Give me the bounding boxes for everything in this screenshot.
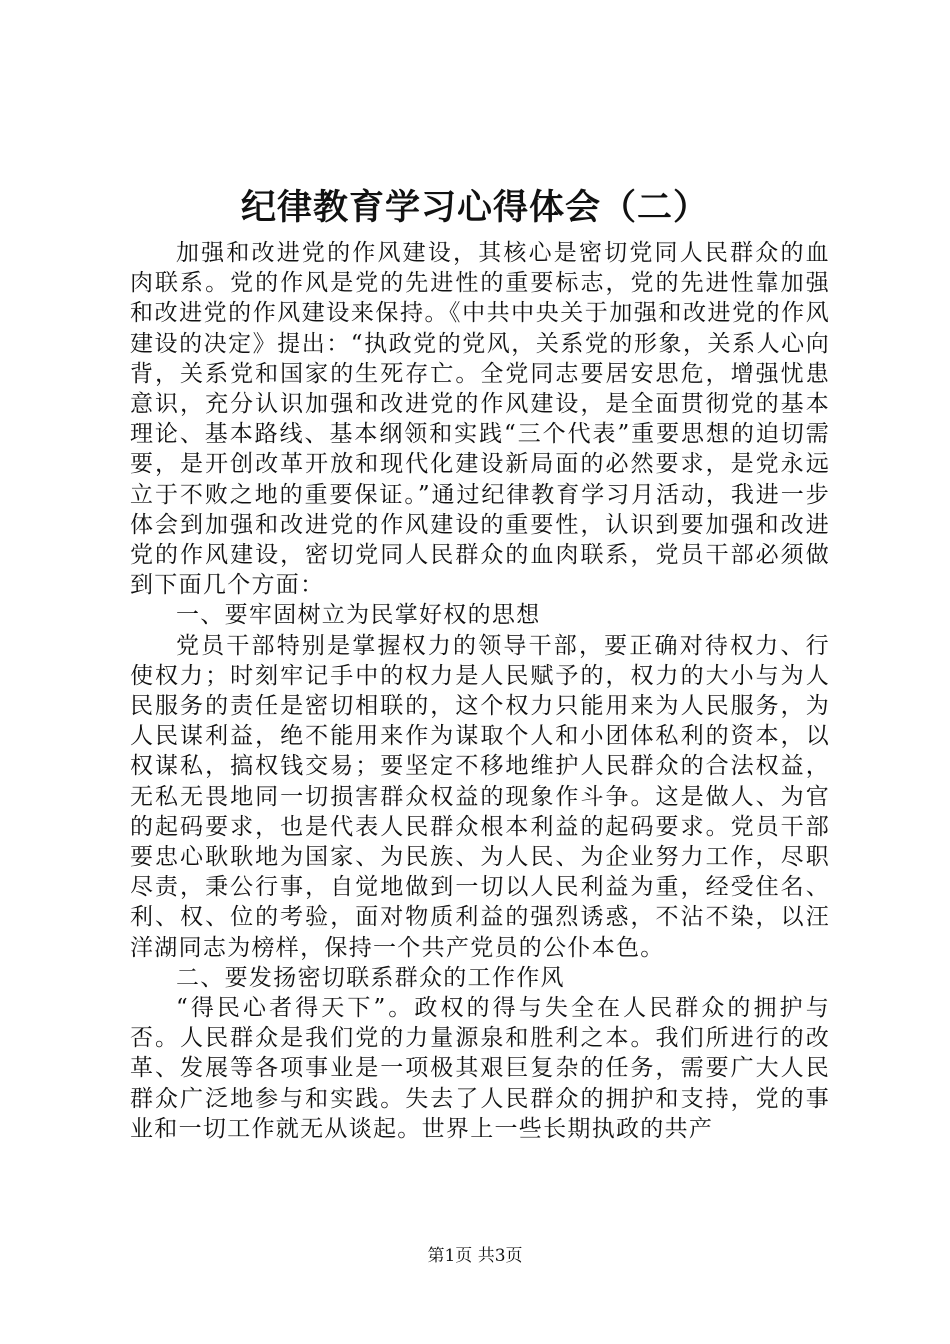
- section-heading-2: 二、要发扬密切联系群众的工作作风: [176, 964, 565, 991]
- page-footer: 第1页 共3页: [427, 1246, 523, 1266]
- paragraph-section-1: 党员干部特别是掌握权力的领导干部，要正确对待权力、行使权力；时刻牢记手中的权力是人民赋予的，权力的大小与为人民服务的责任是密切相联的，这个权力只能用来为人民服务，为人民谋利益，绝不能用来作为谋取个人和小团体私利的资本，以权谋私，搞权钱交易；要坚定不移地维护人民群众的合法权益，无私无畏地同一切损害群众权益的现象作斗争。这是做人、为官的起码要求，也是代表人民群众根本利益的起码要求。党员干部要忠心耿耿地为国家、为民族、为人民、为企业努力工作，尽职尽责，秉公行事，自觉地做到一切以人民利益为重，经受住名、利、权、位的考验，面对物质利益的强烈诱惑，不沾不染，以汪洋湖同志为榜样，保持一个共产党员的公仆本色。: [130, 632, 830, 961]
- paragraph-section-2: “得民心者得天下”。政权的得与失全在人民群众的拥护与否。人民群众是我们党的力量源泉和胜利之本。我们所进行的改革、发展等各项事业是一项极其艰巨复杂的任务，需要广大人民群众广泛地参与和实践。失去了人民群众的拥护和支持，党的事业和一切工作就无从谈起。世界上一些长期执政的共产: [130, 995, 830, 1142]
- document-title: 纪律教育学习心得体会（二）: [240, 187, 709, 228]
- paragraph-intro: 加强和改进党的作风建设，其核心是密切党同人民群众的血肉联系。党的作风是党的先进性的重要标志，党的先进性靠加强和改进党的作风建设来保持。《中共中央关于加强和改进党的作风建设的决定》提出：“执政党的党风，关系党的形象，关系人心向背，关系党和国家的生死存亡。全党同志要居安思危，增强忧患意识，充分认识加强和改进党的作风建设，是全面贯彻党的基本理论、基本路线、基本纲领和实践“三个代表”重要思想的迫切需要，是开创改革开放和现代化建设新局面的必然要求，是党永远立于不败之地的重要保证。”通过纪律教育学习月活动，我进一步体会到加强和改进党的作风建设的重要性，认识到要加强和改进党的作风建设，密切党同人民群众的血肉联系，党员干部必须做到下面几个方面：: [130, 240, 830, 599]
- section-heading-1: 一、要牢固树立为民掌好权的思想: [176, 602, 541, 629]
- document-body: [130, 238, 830, 1144]
